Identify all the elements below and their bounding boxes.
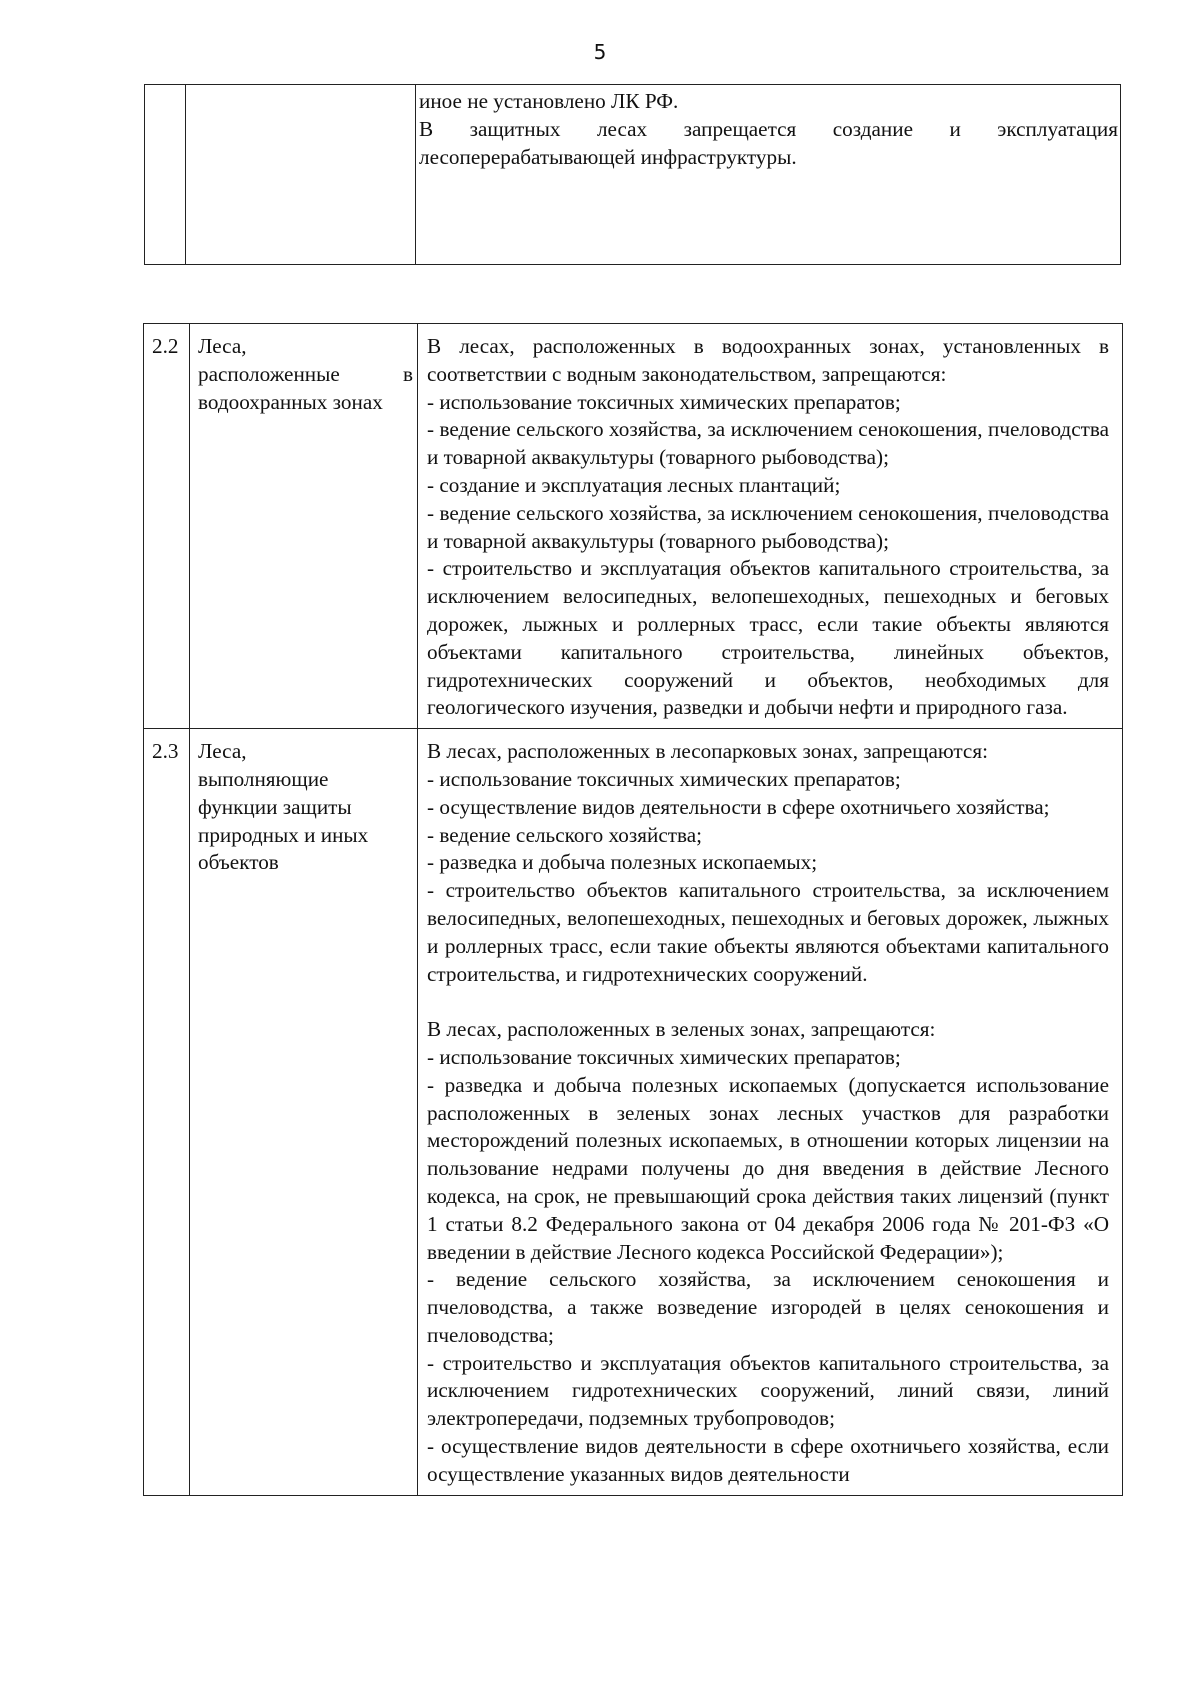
row-number: 2.2 [144,324,190,729]
restriction-paragraph: - использование токсичных химических препаратов; [427,389,901,414]
name-line: функции защиты [198,794,352,819]
restriction-paragraph: - создание и эксплуатация лесных плантаций; [427,472,841,497]
name-line: Леса, [198,334,247,358]
restrictions-text [418,324,1123,729]
restriction-paragraph: В лесах, расположенных в лесопарковых зонах, запрещаются: [427,739,988,764]
row-number: 2.3 [144,729,190,1496]
restriction-paragraph: - разведка и добыча полезных ископаемых; [427,850,818,875]
restrictions-text [418,729,1123,1496]
name-line: выполняющие [198,766,329,791]
restriction-paragraph: - осуществление видов деятельности в сфере охотничьего хозяйства, если осуществление указанных видов деятельности [427,1434,1109,1486]
continuation-paragraph: иное не установлено ЛК РФ. [419,89,679,113]
empty-number-cell [145,85,186,265]
restriction-paragraph: - ведение сельского хозяйства, за исключением сенокошения, пчеловодства и товарной аквакультуры (товарного рыбоводства); [427,417,1109,470]
name-line [198,361,413,389]
name-line: водоохранных зонах [198,389,383,414]
name-line: природных и иных [198,822,369,847]
empty-name-cell [186,85,416,265]
continuation-paragraph: В защитных лесах запрещается создание и эксплуатация лесоперерабатывающей инфраструктуры. [419,116,1118,169]
restriction-paragraph: - осуществление видов деятельности в сфере охотничьего хозяйства; [427,794,1050,819]
name-line: Леса, [198,739,247,764]
table-row [144,729,1123,1496]
restriction-paragraph: - строительство объектов капитального строительства, за исключением велосипедных, велопешеходных, пешеходных и беговых дорожек, лыжных и роллерных трасс, если такие объекты являются объектами капитального строительства, и гидротехнических сооружений. [427,878,1109,986]
forest-restrictions-table [143,323,1123,1496]
restriction-paragraph: В лесах, расположенных в зеленых зонах, запрещаются: [427,1017,936,1042]
forest-category-name [190,729,418,1496]
restriction-paragraph: - использование токсичных химических препаратов; [427,1044,901,1069]
restriction-paragraph: - использование токсичных химических препаратов; [427,766,901,791]
restriction-paragraph: - ведение сельского хозяйства, за исключением сенокошения, пчеловодства и товарной аквакультуры (товарного рыбоводства); [427,500,1109,553]
table-row [145,85,1121,265]
name-word: в [402,361,413,386]
page-number: 5 [593,40,607,64]
name-word: расположенные [198,361,340,386]
restriction-paragraph: - ведение сельского хозяйства, за исключением сенокошения и пчеловодства, а также возведение изгородей в целях сенокошения и пчеловодства; [427,1267,1109,1347]
restriction-paragraph: - ведение сельского хозяйства; [427,822,703,847]
continuation-table [144,84,1121,265]
restriction-paragraph: В лесах, расположенных в водоохранных зонах, установленных в соответствии с водным законодательством, запрещаются: [427,334,1109,386]
restriction-paragraph: - строительство и эксплуатация объектов капитального строительства, за исключением велосипедных, велопешеходных, пешеходных и беговых дорожек, лыжных и роллерных трасс, если такие объекты являются объектами капитального строительства, линейных объектов, гидротехнических сооружений и объектов, необходимых для геологического изучения, разведки и добычи нефти и природного газа. [427,556,1109,720]
name-line: объектов [198,850,279,875]
forest-category-name [190,324,418,729]
restriction-paragraph: - строительство и эксплуатация объектов капитального строительства, за исключением гидротехнических сооружений, линий связи, линий электропередачи, подземных трубопроводов; [427,1350,1109,1431]
continuation-text-cell [416,85,1121,265]
table-row [144,324,1123,729]
paragraph-spacer [427,988,1109,1016]
restriction-paragraph: - разведка и добыча полезных ископаемых (допускается использование расположенных в зеленых зонах лесных участков для разработки месторождений полезных ископаемых, в отношении которых лицензии на пользование недрами получены до дня введения в действие Лесного кодекса, на срок, не превышающий срока действия таких лицензий (пункт 1 статьи 8.2 Федерального закона от 04 декабря 2006 года № 201-ФЗ «О введении в действие Лесного кодекса Российской Федерации»); [427,1072,1109,1264]
